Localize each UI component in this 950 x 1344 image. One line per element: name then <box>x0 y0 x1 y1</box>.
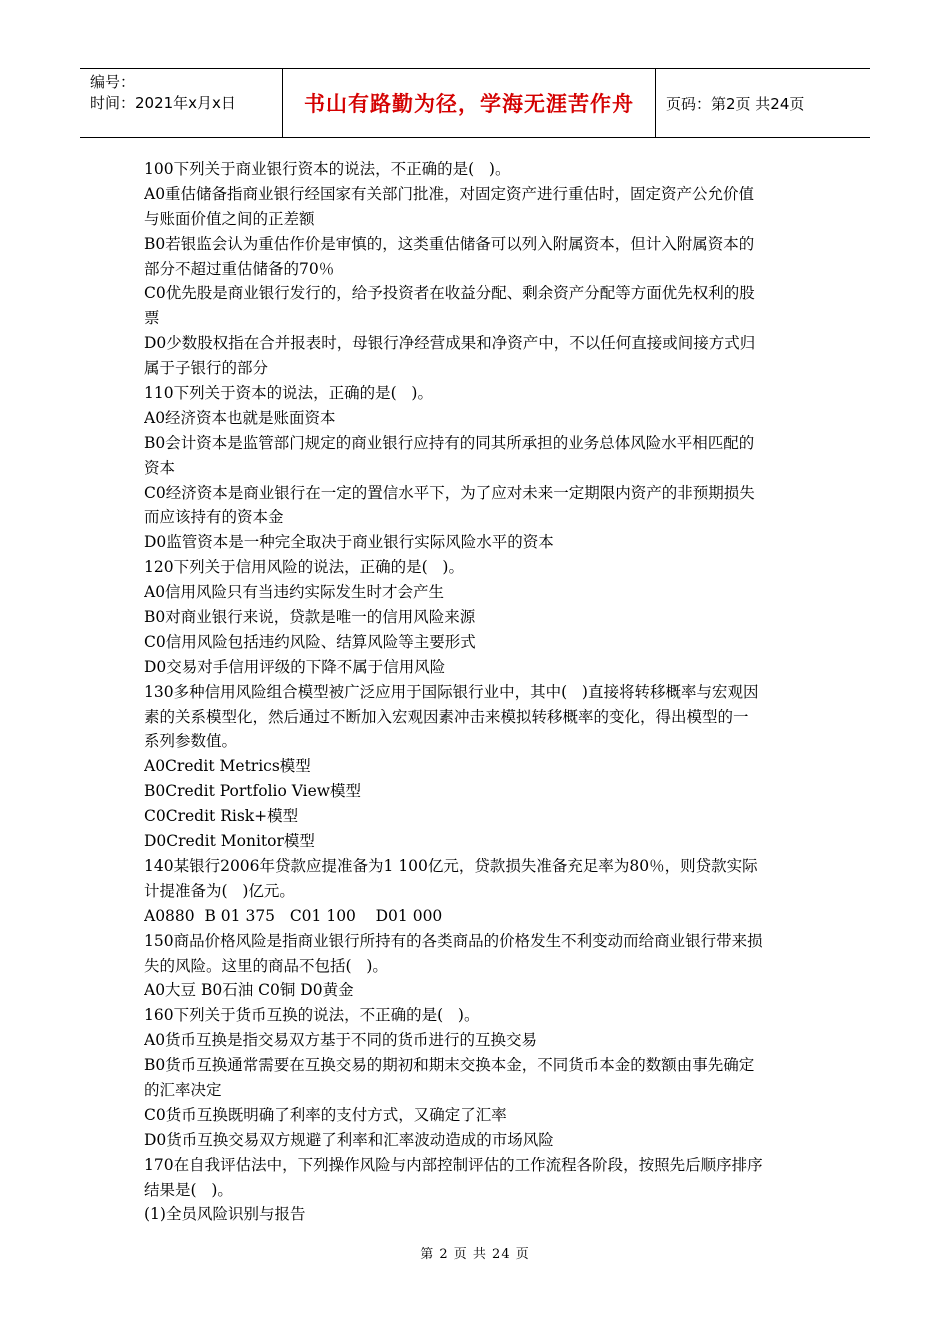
text-line: 与账面价值之间的正差额 <box>144 209 315 228</box>
text-line: A0Credit Metrics模型 <box>144 757 311 776</box>
text-line: D0货币互换交易双方规避了利率和汇率波动造成的市场风险 <box>144 1130 554 1149</box>
text-line: B0若银监会认为重估作价是审慎的，这类重估储备可以列入附属资本，但计入附属资本的 <box>144 234 755 253</box>
text-line: A0重估储备指商业银行经国家有关部门批准，对固定资产进行重估时，固定资产公允价值 <box>144 184 755 203</box>
text-line: 100下列关于商业银行资本的说法，不正确的是( )。 <box>144 160 511 178</box>
page-header <box>80 68 870 138</box>
text-line: B0对商业银行来说，贷款是唯一的信用风险来源 <box>144 608 476 627</box>
text-line: A0经济资本也就是账面资本 <box>144 408 336 427</box>
document-body <box>144 157 814 1227</box>
text-line: D0交易对手信用评级的下降不属于信用风险 <box>144 657 446 676</box>
text-line: C0Credit Risk+模型 <box>144 807 299 826</box>
text-line: D0Credit Monitor模型 <box>144 832 315 851</box>
header-code-label: 编号： <box>90 73 136 91</box>
header-date: 时间：2021年x月x日 <box>90 94 236 112</box>
text-line: C0货币互换既明确了利率的支付方式，又确定了汇率 <box>144 1105 507 1124</box>
header-meta <box>80 69 283 137</box>
text-line: 计提准备为( )亿元。 <box>144 881 295 900</box>
text-line: 而应该持有的资本金 <box>144 508 284 527</box>
text-line: (1)全员风险识别与报告 <box>144 1205 306 1224</box>
text-line: A0货币互换是指交易双方基于不同的货币进行的互换交易 <box>144 1031 538 1050</box>
text-line: 票 <box>144 309 160 328</box>
text-line: B0Credit Portfolio View模型 <box>144 782 362 801</box>
text-line: B0会计资本是监管部门规定的商业银行应持有的同其所承担的业务总体风险水平相匹配的 <box>144 433 755 452</box>
text-line: C0经济资本是商业银行在一定的置信水平下，为了应对未来一定期限内资产的非预期损失 <box>144 483 755 502</box>
text-line: D0少数股权指在合并报表时，母银行净经营成果和净资产中，不以任何直接或间接方式归 <box>144 334 756 353</box>
text-line: 部分不超过重估储备的70％ <box>144 259 335 278</box>
text-line: A0大豆 B0石油 C0铜 D0黄金 <box>144 981 354 1000</box>
text-line: 失的风险。这里的商品不包括( )。 <box>144 956 388 975</box>
text-line: 110下列关于资本的说法，正确的是( )。 <box>144 384 433 403</box>
text-line: 系列参数值。 <box>144 732 238 751</box>
text-line: B0货币互换通常需要在互换交易的期初和期末交换本金，不同货币本金的数额由事先确定 <box>144 1056 755 1075</box>
text-line: A0880 B 01 375 C01 100 D01 000 <box>144 906 443 925</box>
text-line: 120下列关于信用风险的说法，正确的是( )。 <box>144 558 464 577</box>
text-line: C0优先股是商业银行发行的，给予投资者在收益分配、剩余资产分配等方面优先权利的股 <box>144 284 755 303</box>
text-line: C0信用风险包括违约风险、结算风险等主要形式 <box>144 632 476 651</box>
text-line: 属于子银行的部分 <box>144 359 269 378</box>
text-line: 结果是( )。 <box>144 1180 233 1199</box>
text-line: 170在自我评估法中，下列操作风险与内部控制评估的工作流程各阶段，按照先后顺序排序 <box>144 1155 763 1174</box>
text-line: 160下列关于货币互换的说法，不正确的是( )。 <box>144 1006 480 1025</box>
text-line: 140某银行2006年贷款应提准备为1 100亿元，贷款损失准备充足率为80％，则贷款实际 <box>144 856 758 875</box>
text-line: D0监管资本是一种完全取决于商业银行实际风险水平的资本 <box>144 533 554 552</box>
header-motto: 书山有路勤为径，学海无涯苦作舟 <box>283 69 656 137</box>
text-line: A0信用风险只有当违约实际发生时才会产生 <box>144 583 445 602</box>
text-line: 素的关系模型化，然后通过不断加入宏观因素冲击来模拟转移概率的变化，得出模型的一 <box>144 707 749 726</box>
page-footer: 第 2 页 共 24 页 <box>420 1247 530 1262</box>
text-line: 130多种信用风险组合模型被广泛应用于国际银行业中，其中( )直接将转移概率与宏观因 <box>144 682 759 701</box>
text-line: 资本 <box>144 458 176 477</box>
header-page-number: 页码：第2页 共24页 <box>666 94 805 113</box>
text-line: 的汇率决定 <box>144 1080 222 1099</box>
text-line: 150商品价格风险是指商业银行所持有的各类商品的价格发生不利变动而给商业银行带来损 <box>144 931 763 950</box>
